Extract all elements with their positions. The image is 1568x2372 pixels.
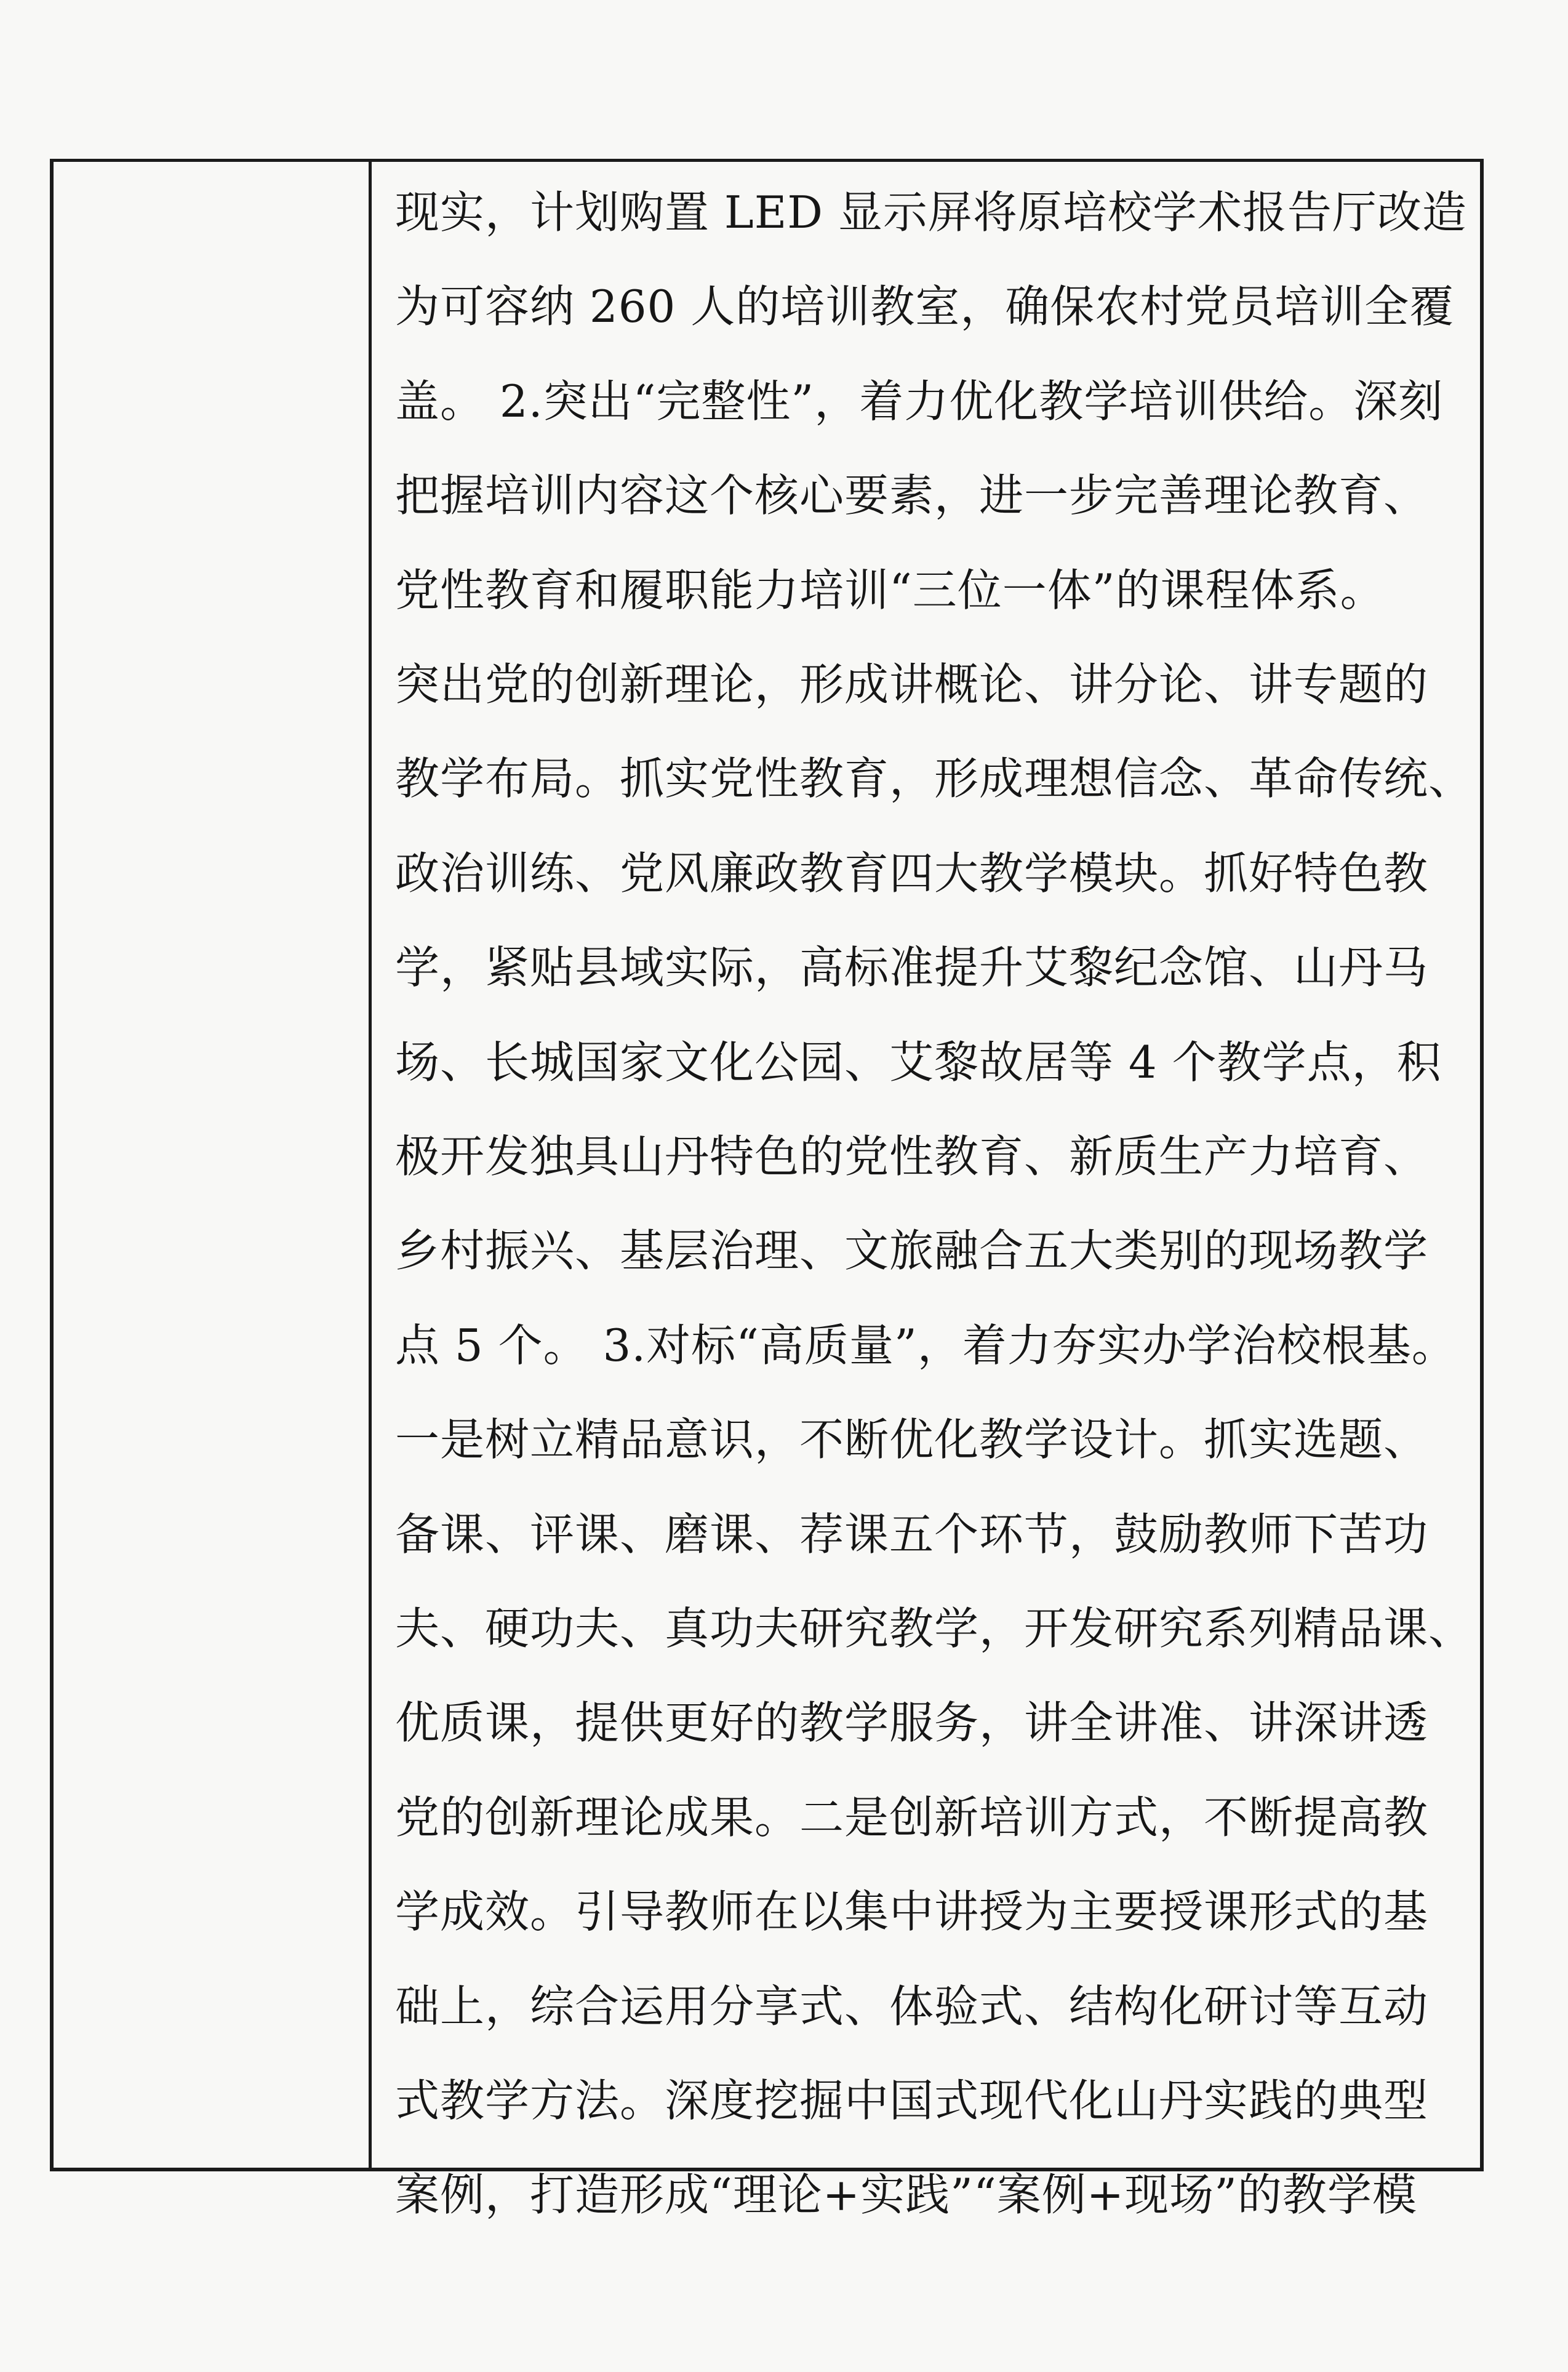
text-line: 盖。 2.突出“完整性”，着力优化教学培训供给。深刻 (395, 375, 1444, 427)
text-line: 极开发独具山丹特色的党性教育、新质生产力培育、 (395, 1131, 1429, 1182)
text-line: 夫、硬功夫、真功夫研究教学，开发研究系列精品课、 (395, 1603, 1474, 1654)
left-label-cell (54, 162, 369, 2168)
column-divider (369, 162, 372, 2168)
text-line: 学成效。引导教师在以集中讲授为主要授课形式的基 (395, 1886, 1429, 1937)
text-line: 突出党的创新理论，形成讲概论、讲分论、讲专题的 (395, 659, 1429, 710)
text-line: 一是树立精品意识，不断优化教学设计。抓实选题、 (395, 1414, 1429, 1465)
text-line: 备课、评课、磨课、荐课五个环节，鼓励教师下苦功 (395, 1509, 1429, 1560)
content-cell (395, 162, 1474, 2221)
form-table (50, 159, 1484, 2221)
text-line: 学，紧贴县域实际，高标准提升艾黎纪念馆、山丹马 (395, 942, 1429, 993)
text-line: 式教学方法。深度挖掘中国式现代化山丹实践的典型 (395, 2075, 1429, 2126)
text-line: 点 5 个。 3.对标“高质量”，着力夯实办学治校根基。 (395, 1320, 1457, 1371)
text-line: 政治训练、党风廉政教育四大教学模块。抓好特色教 (395, 847, 1429, 899)
text-line: 现实，计划购置 LED 显示屏将原培校学术报告厅改造 (395, 186, 1467, 238)
text-line: 党的创新理论成果。二是创新培训方式，不断提高教 (395, 1792, 1429, 1843)
text-line: 场、长城国家文化公园、艾黎故居等 4 个教学点，积 (395, 1036, 1442, 1088)
text-line: 教学布局。抓实党性教育，形成理想信念、革命传统、 (395, 753, 1474, 804)
text-line: 础上，综合运用分享式、体验式、结构化研讨等互动 (395, 1981, 1429, 2032)
text-line: 为可容纳 260 人的培训教室，确保农村党员培训全覆 (395, 281, 1455, 332)
text-line: 把握培训内容这个核心要素，进一步完善理论教育、 (395, 470, 1429, 521)
text-line: 优质课，提供更好的教学服务，讲全讲准、讲深讲透 (395, 1697, 1429, 1749)
text-line: 党性教育和履职能力培训“三位一体”的课程体系。 (395, 564, 1385, 616)
text-line: 案例，打造形成“理论+实践”“案例+现场”的教学模 (395, 2169, 1417, 2221)
text-line: 乡村振兴、基层治理、文旅融合五大类别的现场教学 (395, 1225, 1429, 1276)
